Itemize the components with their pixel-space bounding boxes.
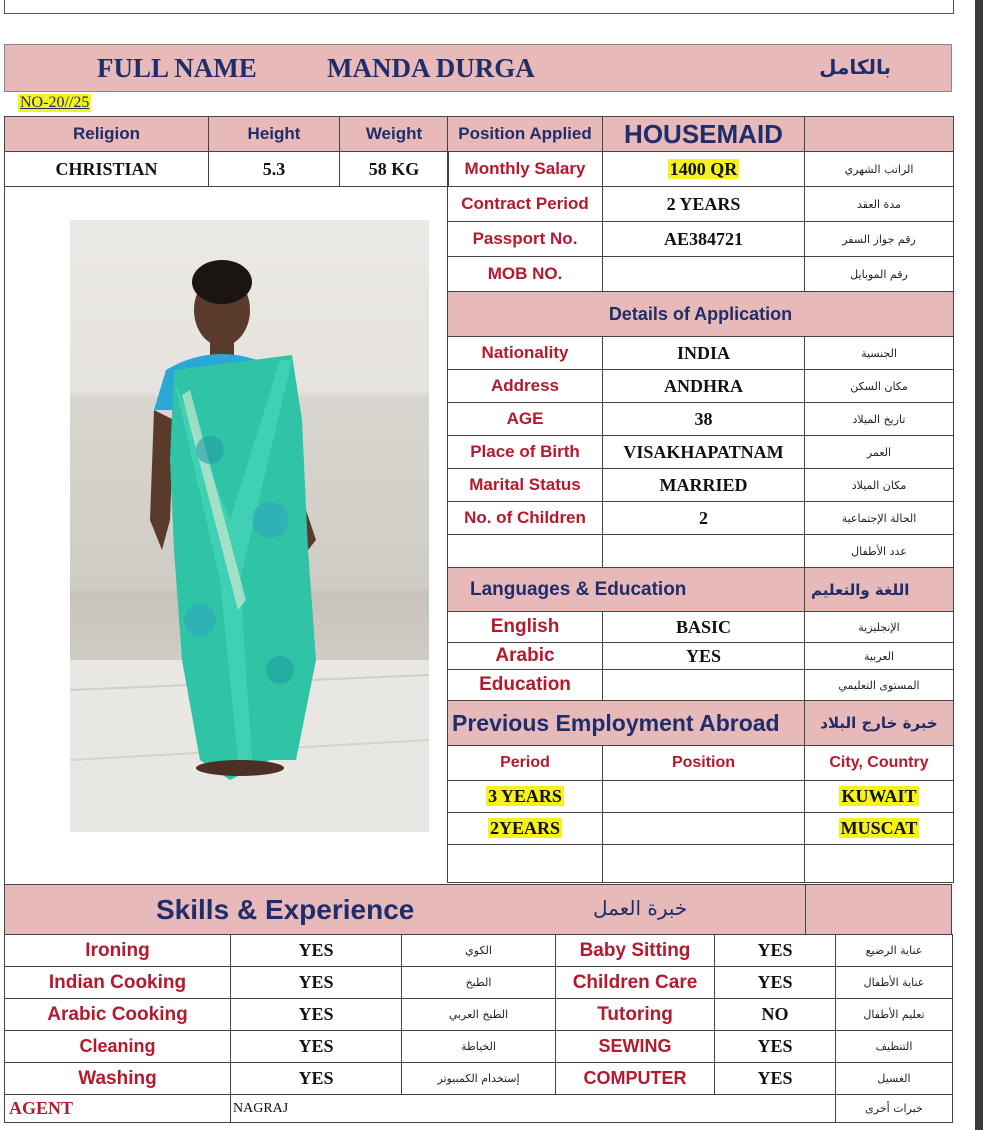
skill-arabic-cooking-value: YES [231,999,402,1031]
children-value: 2 [603,502,805,535]
mobile-label: MOB NO. [448,257,603,292]
position-empty-cell [805,117,954,152]
passport-arabic: رقم جواز السفر [805,222,954,257]
top-empty-box [4,0,954,14]
employment-period-3 [448,845,603,883]
passport-label: Passport No. [448,222,603,257]
religion-header: Religion [5,117,209,152]
skill-cleaning-value: YES [231,1031,402,1063]
skill-cleaning-label: Cleaning [5,1031,231,1063]
employment-city-2: MUSCAT [840,818,918,838]
candidate-photo [70,220,429,832]
place-of-birth-label: Place of Birth [448,436,603,469]
english-value: BASIC [603,612,805,643]
languages-arabic-heading: اللغة والتعليم [805,568,954,612]
skill-ironing-label: Ironing [5,935,231,967]
skills-heading: Skills & Experience [156,894,415,925]
salary-value: 1400 QR [669,158,738,179]
employment-position-1 [603,781,805,813]
languages-heading: Languages & Education [448,568,805,612]
full-name-band [4,44,952,92]
agent-label: AGENT [5,1095,231,1123]
skills-table [4,934,953,1123]
age-arabic: تاريخ الميلاد [805,403,954,436]
address-label: Address [448,370,603,403]
application-table [447,116,954,883]
address-arabic: مكان السكن [805,370,954,403]
arabic-value: YES [603,643,805,670]
marital-status-value: MARRIED [603,469,805,502]
english-label: English [448,612,603,643]
position-applied-label: Position Applied [448,117,603,152]
full-name-arabic: بالكامل [819,55,891,79]
skill-tutoring-arabic: تعليم الأطفال [836,999,953,1031]
education-value [603,670,805,701]
education-label: Education [448,670,603,701]
skill-baby-sitting-arabic: عناية الرضيع [836,935,953,967]
skill-children-care-label: Children Care [556,967,715,999]
skill-indian-cooking-value: YES [231,967,402,999]
marital-status-arabic: مكان الميلاد [805,469,954,502]
skill-sewing-label: SEWING [556,1031,715,1063]
arabic-arabic: العربية [805,643,954,670]
skill-sewing-value: YES [715,1031,836,1063]
employment-period-1: 3 YEARS [488,786,562,806]
contract-period-arabic: مدة العقد [805,187,954,222]
skill-ironing-value: YES [231,935,402,967]
full-name-label: FULL NAME [97,53,257,83]
other-experience-arabic: خبرات أخرى [836,1095,953,1123]
num-children-arabic: عدد الأطفال [805,535,954,568]
skill-computer-arabic: الغسيل [836,1063,953,1095]
english-arabic: الإنجليزية [805,612,954,643]
blank-value [603,535,805,568]
employment-position-2 [603,813,805,845]
skill-ironing-arabic: الكوي [402,935,556,967]
weight-header: Weight [340,117,449,152]
contract-period-value: 2 YEARS [603,187,805,222]
employment-arabic-heading: خبرة خارج البلاد [805,701,954,746]
scroll-edge [975,0,983,1130]
height-value: 5.3 [209,152,340,187]
employment-period-2: 2YEARS [489,818,560,838]
employment-city-1: KUWAIT [841,786,917,806]
education-arabic: المستوى التعليمي [805,670,954,701]
skill-computer-value: YES [715,1063,836,1095]
skill-cleaning-arabic: الخياطة [402,1031,556,1063]
skill-baby-sitting-label: Baby Sitting [556,935,715,967]
children-label: No. of Children [448,502,603,535]
skills-header-band [4,884,952,935]
skills-arabic-heading: خبرة العمل [593,896,688,920]
candidate-figure [70,220,429,832]
skill-arabic-cooking-arabic: الطبخ العربي [402,999,556,1031]
blank-label [448,535,603,568]
reference-number: NO-20//25 [20,94,90,111]
passport-value: AE384721 [603,222,805,257]
skill-tutoring-value: NO [715,999,836,1031]
marital-status-label: Marital Status [448,469,603,502]
nationality-label: Nationality [448,337,603,370]
skill-baby-sitting-value: YES [715,935,836,967]
mobile-arabic: رقم الموبايل [805,257,954,292]
skill-sewing-arabic: التنظيف [836,1031,953,1063]
skill-washing-arabic: إستخدام الكمبيوتر [402,1063,556,1095]
contract-period-label: Contract Period [448,187,603,222]
religion-value: CHRISTIAN [5,152,209,187]
period-header: Period [448,746,603,781]
employment-city-3 [805,845,954,883]
arabic-label: Arabic [448,643,603,670]
children-arabic: الحالة الإجتماعية [805,502,954,535]
address-value: ANDHRA [603,370,805,403]
agent-value: NAGRAJ [231,1095,836,1123]
skill-washing-value: YES [231,1063,402,1095]
skill-washing-label: Washing [5,1063,231,1095]
skill-indian-cooking-arabic: الطبخ [402,967,556,999]
age-label: AGE [448,403,603,436]
position-applied-value: HOUSEMAID [603,117,805,152]
basic-info-table [4,116,449,187]
salary-label: Monthly Salary [448,152,603,187]
skill-children-care-value: YES [715,967,836,999]
age-value: 38 [603,403,805,436]
nationality-arabic: الجنسية [805,337,954,370]
height-header: Height [209,117,340,152]
skill-indian-cooking-label: Indian Cooking [5,967,231,999]
place-of-birth-value: VISAKHAPATNAM [603,436,805,469]
position-header: Position [603,746,805,781]
skill-tutoring-label: Tutoring [556,999,715,1031]
skill-children-care-arabic: عناية الأطفال [836,967,953,999]
city-country-header: City, Country [805,746,954,781]
place-of-birth-arabic: العمر [805,436,954,469]
details-of-application-heading: Details of Application [448,292,954,337]
skill-computer-label: COMPUTER [556,1063,715,1095]
salary-arabic: الراتب الشهري [805,152,954,187]
nationality-value: INDIA [603,337,805,370]
skill-arabic-cooking-label: Arabic Cooking [5,999,231,1031]
weight-value: 58 KG [340,152,449,187]
skills-header-divider [805,885,806,934]
employment-position-3 [603,845,805,883]
full-name-value: MANDA DURGA [327,53,535,83]
employment-heading: Previous Employment Abroad [448,701,805,746]
mobile-value [603,257,805,292]
